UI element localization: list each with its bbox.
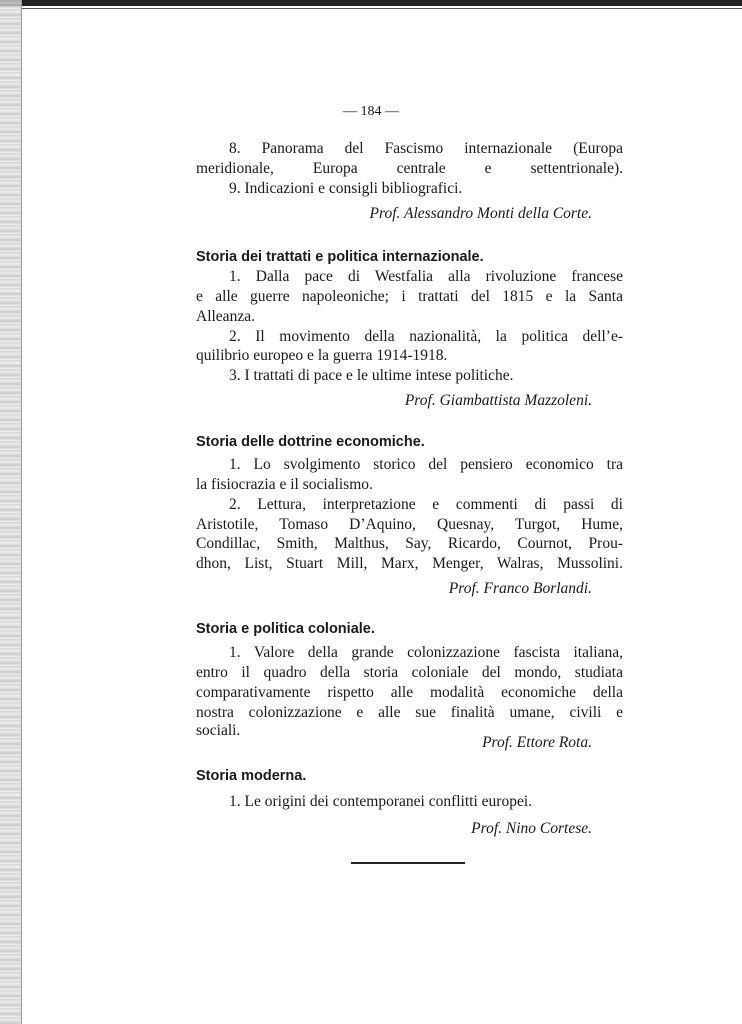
section-heading: Storia moderna.	[196, 768, 307, 784]
text-line: Aristotile, Tomaso D’Aquino, Quesnay, Turgot, Hume,	[196, 516, 623, 533]
text-line: sociali.	[196, 722, 241, 739]
text-line: 9. Indicazioni e consigli bibliografici.	[229, 180, 463, 197]
text-line: quilibrio europeo e la guerra 1914-1918.	[196, 347, 448, 364]
text-line: comparativamente rispetto alle modalità economiche della	[196, 684, 623, 701]
text-line: 8. Panorama del Fascismo internazionale (Europa	[229, 140, 623, 157]
professor-name: Prof. Franco Borlandi.	[448, 580, 592, 597]
section-heading: Storia delle dottrine economiche.	[196, 434, 425, 450]
text-line: 1. Le origini dei contemporanei conflitti europei.	[229, 793, 533, 810]
section-heading: Storia e politica coloniale.	[196, 621, 375, 637]
text-line: 1. Valore della grande colonizzazione fascista italiana,	[229, 644, 623, 661]
text-line: meridionale, Europa centrale e settentrionale).	[196, 160, 623, 177]
text-line: 2. Il movimento della nazionalità, la politica dell’e-	[229, 328, 623, 345]
text-line: nostra colonizzazione e alle sue finalità umane, civili e	[196, 704, 623, 721]
text-line: Condillac, Smith, Malthus, Say, Ricardo, Cournot, Prou-	[196, 535, 623, 552]
text-line: entro il quadro della storia coloniale del mondo, studiata	[196, 664, 623, 681]
closing-rule	[351, 862, 465, 864]
professor-name: Prof. Giambattista Mazzoleni.	[404, 392, 592, 409]
section-heading: Storia dei trattati e politica internazionale.	[196, 249, 484, 265]
professor-name: Prof. Ettore Rota.	[482, 734, 592, 751]
text-line: la fisiocrazia e il socialismo.	[196, 476, 373, 493]
text-line: 1. Dalla pace di Westfalia alla rivoluzione francese	[229, 268, 623, 285]
professor-name: Prof. Alessandro Monti della Corte.	[369, 205, 592, 222]
text-line: e alle guerre napoleoniche; i trattati del 1815 e la Santa	[196, 288, 623, 305]
page-number: — 184 —	[343, 104, 399, 119]
text-line: 2. Lettura, interpretazione e commenti di passi di	[229, 496, 623, 513]
text-line: 3. I trattati di pace e le ultime intese politiche.	[229, 367, 514, 384]
text-line: dhon, List, Stuart Mill, Marx, Menger, Walras, Mussolini.	[196, 555, 623, 572]
text-line: Alleanza.	[196, 308, 255, 325]
professor-name: Prof. Nino Cortese.	[471, 820, 592, 837]
text-line: 1. Lo svolgimento storico del pensiero economico tra	[229, 456, 623, 473]
